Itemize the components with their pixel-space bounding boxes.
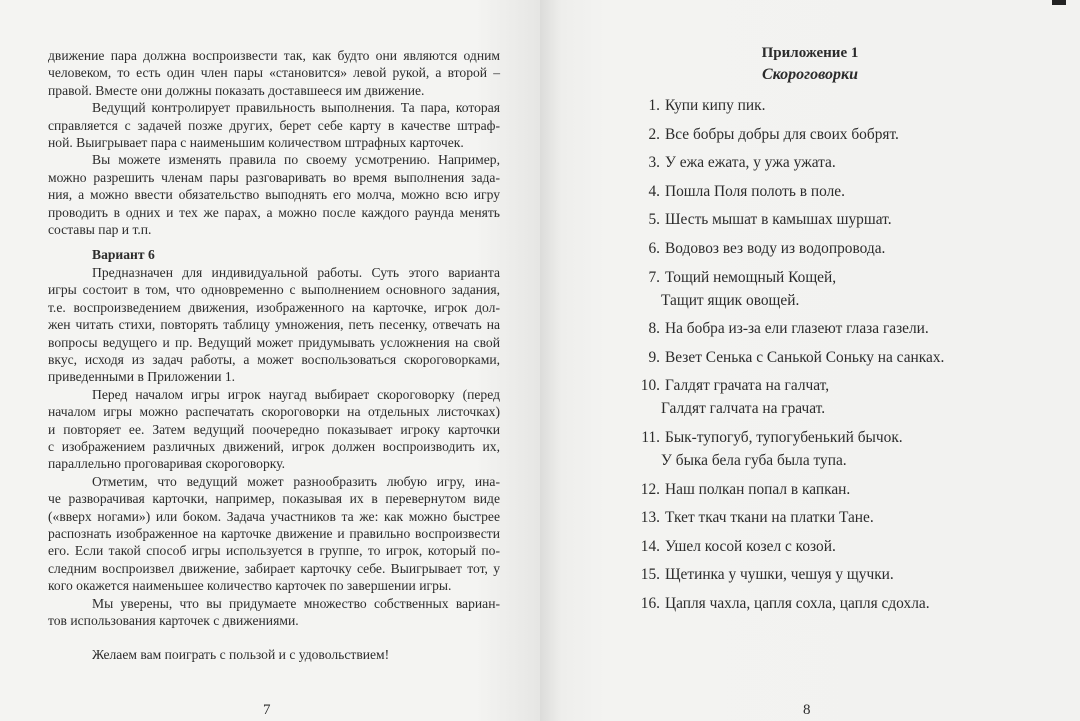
list-item [636,374,944,420]
list-item [636,478,944,501]
text-line: движение пара должна воспроизвести так, как будто они являются одним [48,48,500,63]
item-number: 9. [648,348,660,366]
list-item-line [636,151,944,174]
paragraph [48,264,500,386]
list-item-line [636,478,944,501]
text-line: проводить в одних и тех же парах, а можно после каждого раунда менять [48,204,500,220]
item-number: 2. [648,125,660,143]
paragraph [48,386,500,473]
item-text: Тащит ящик овощей. [661,291,800,309]
text-line: Вариант 6 [92,247,155,263]
list-item [636,151,944,174]
paragraph [48,47,500,99]
item-text: Наш полкан попал в капкан. [665,480,851,498]
item-number: 5. [648,211,660,229]
item-text: Бык-тупогуб, тупогубенький бычок. [665,428,903,446]
text-line: Желаем вам поиграть с пользой и с удовольствием! [92,647,390,663]
text-line: началом игры можно распечатать скороговорки на отдельных листочках) [48,404,500,420]
item-text: Купи кипу пик. [665,97,766,114]
text-line: и повторяет ее. Затем ведущий поочередно показывает игроку карточки [48,421,500,437]
tongue-twister-list [636,94,944,621]
text-line: вкус, исходя из задач работы, а может воспользоваться скороговорками, [48,351,500,367]
text-line: Мы уверены, что вы придумаете множество собственных вариан- [92,595,500,611]
text-line: его. Если такой способ игры используется в группе, то игрок, который по- [48,543,500,559]
item-text: Все бобры добры для своих бобрят. [665,125,899,143]
list-item-line [636,426,944,449]
list-item [636,123,944,146]
list-item [636,317,944,340]
list-item-line [636,563,944,586]
list-item [636,506,944,529]
item-number: 12. [640,480,660,498]
item-text: Щетинка у чушки, чешуя у щучки. [665,566,894,584]
page-number: 7 [263,702,271,718]
text-line: распознать изображенное на карточке движение и правильно воспроизвести [48,525,500,541]
item-number: 4. [648,182,660,200]
page-number: 8 [803,702,811,718]
text-line: человеком, то есть один член пары «становится» левой рукой, а второй – [48,65,500,81]
paragraph [48,595,500,630]
item-text: Тощий немощный Кощей, [665,268,837,286]
appendix-subtitle: Скороговорки [761,66,859,83]
item-number: 16. [640,594,660,612]
paragraph [48,99,500,151]
list-item-line [636,208,944,231]
item-number: 8. [648,320,660,338]
item-text: Водовоз вез воду из водопровода. [665,239,886,257]
text-line: игры состоит в том, что одновременно с выполнением основного задания, [48,282,500,298]
item-text: Везет Сенька с Санькой Соньку на санках. [665,348,945,366]
list-item-line [636,94,944,117]
text-line: т.е. воспроизведением движения, изображенного на карточке, игрок дол- [48,299,500,315]
list-item-line [636,506,944,529]
list-item [636,346,944,369]
list-item [636,266,944,312]
text-line: че разворачивая карточки, например, показывая их в перевернутом виде [48,491,500,507]
item-number: 7. [648,268,660,286]
list-item [636,180,944,203]
text-line: Предназначен для индивидуальной работы. Суть этого варианта [92,264,500,280]
item-number: 1. [648,97,660,114]
list-item [636,237,944,260]
text-line: вопросы ведущего и пр. Ведущий может придумывать усложнения на свой [48,334,500,350]
item-text: У ежа ежата, у ужа ужата. [665,154,836,172]
item-text: На бобра из-за ели глазеют глаза газели. [665,320,929,338]
text-line: справляется с задачей позже других, берет себе карту в качестве штраф- [48,117,500,133]
text-line: с изображением различных движений, игрок должен воспроизводить их, [48,438,500,454]
text-line: Ведущий контролирует правильность выполнения. Та пара, которая [92,100,500,116]
list-item-line [636,397,944,420]
paragraph [48,473,500,595]
item-text: Пошла Поля полоть в поле. [665,182,845,200]
text-line: тов использования карточек с движениями. [48,613,299,628]
text-line: («вверх ногами») или боком. Задача участников та же: как можно быстрее [48,508,500,524]
list-item [636,592,944,615]
list-item-line [636,592,944,615]
text-line: жен читать стихи, повторять таблицу умножения, петь песенку, отвечать на [48,317,500,333]
text-line: следним воспроизвел движение, забирает карточку себе. Выигрывает тот, у [48,560,500,576]
list-item [636,535,944,558]
item-number: 13. [640,509,660,527]
list-item-line [636,289,944,312]
text-line: можно разрешить членам пары разговаривать во время выполнения зада- [48,169,500,185]
paragraph [48,151,500,238]
item-text: Цапля чахла, цапля сохла, цапля сдохла. [665,594,930,612]
list-item-line [636,237,944,260]
list-item [636,563,944,586]
left-page-text [48,47,500,664]
text-line: параллельно проговаривая скороговорку. [48,456,286,472]
item-text: Галдят грачата на галчат, [665,377,830,395]
item-text: Ткет ткач ткани на платки Тане. [665,509,874,527]
list-item-line [636,535,944,558]
item-number: 10. [640,377,660,395]
item-number: 11. [641,428,660,446]
paragraph [48,646,500,663]
list-item-line [636,180,944,203]
list-item [636,426,944,472]
text-line: составы пар и т.п. [48,222,152,238]
item-number: 3. [648,154,660,172]
item-number: 15. [640,566,660,584]
text-line: ния, а можно ввести обязательство выподнять его молча, можно всю игру [48,187,500,203]
right-page [540,0,1080,721]
text-line: правой. Вместе они должны показать доставшееся им движение. [48,82,425,98]
item-number: 14. [640,537,660,555]
text-line: Вы можете изменять правила по своему усмотрению. Например, [92,152,500,168]
list-item-line [636,346,944,369]
text-line: кого окажется наименьшее количество карточек по завершении игры. [48,578,452,594]
item-text: Галдят галчата на грачат. [661,400,826,418]
item-text: Ушел косой козел с козой. [665,537,836,555]
scan-mark [1052,0,1066,5]
text-line: приведенными в Приложении 1. [48,369,236,385]
text-line: ной. Выигрывает пара с наименьшим количеством штрафных карточек. [48,135,464,151]
text-line: Перед началом игры игрок наугад выбирает скороговорку (перед [92,386,500,402]
list-item [636,94,944,117]
item-text: Шесть мышат в камышах шуршат. [665,211,892,229]
list-item [636,208,944,231]
item-text: У быка бела губа была тупа. [661,451,847,469]
list-item-line [636,374,944,397]
text-line: Отметим, что ведущий может разнообразить любую игру, ина- [92,473,500,489]
section-heading [48,246,500,263]
list-item-line [636,123,944,146]
item-number: 6. [648,239,660,257]
list-item-line [636,449,944,472]
list-item-line [636,266,944,289]
list-item-line [636,317,944,340]
appendix-title: Приложение 1 [761,45,859,61]
